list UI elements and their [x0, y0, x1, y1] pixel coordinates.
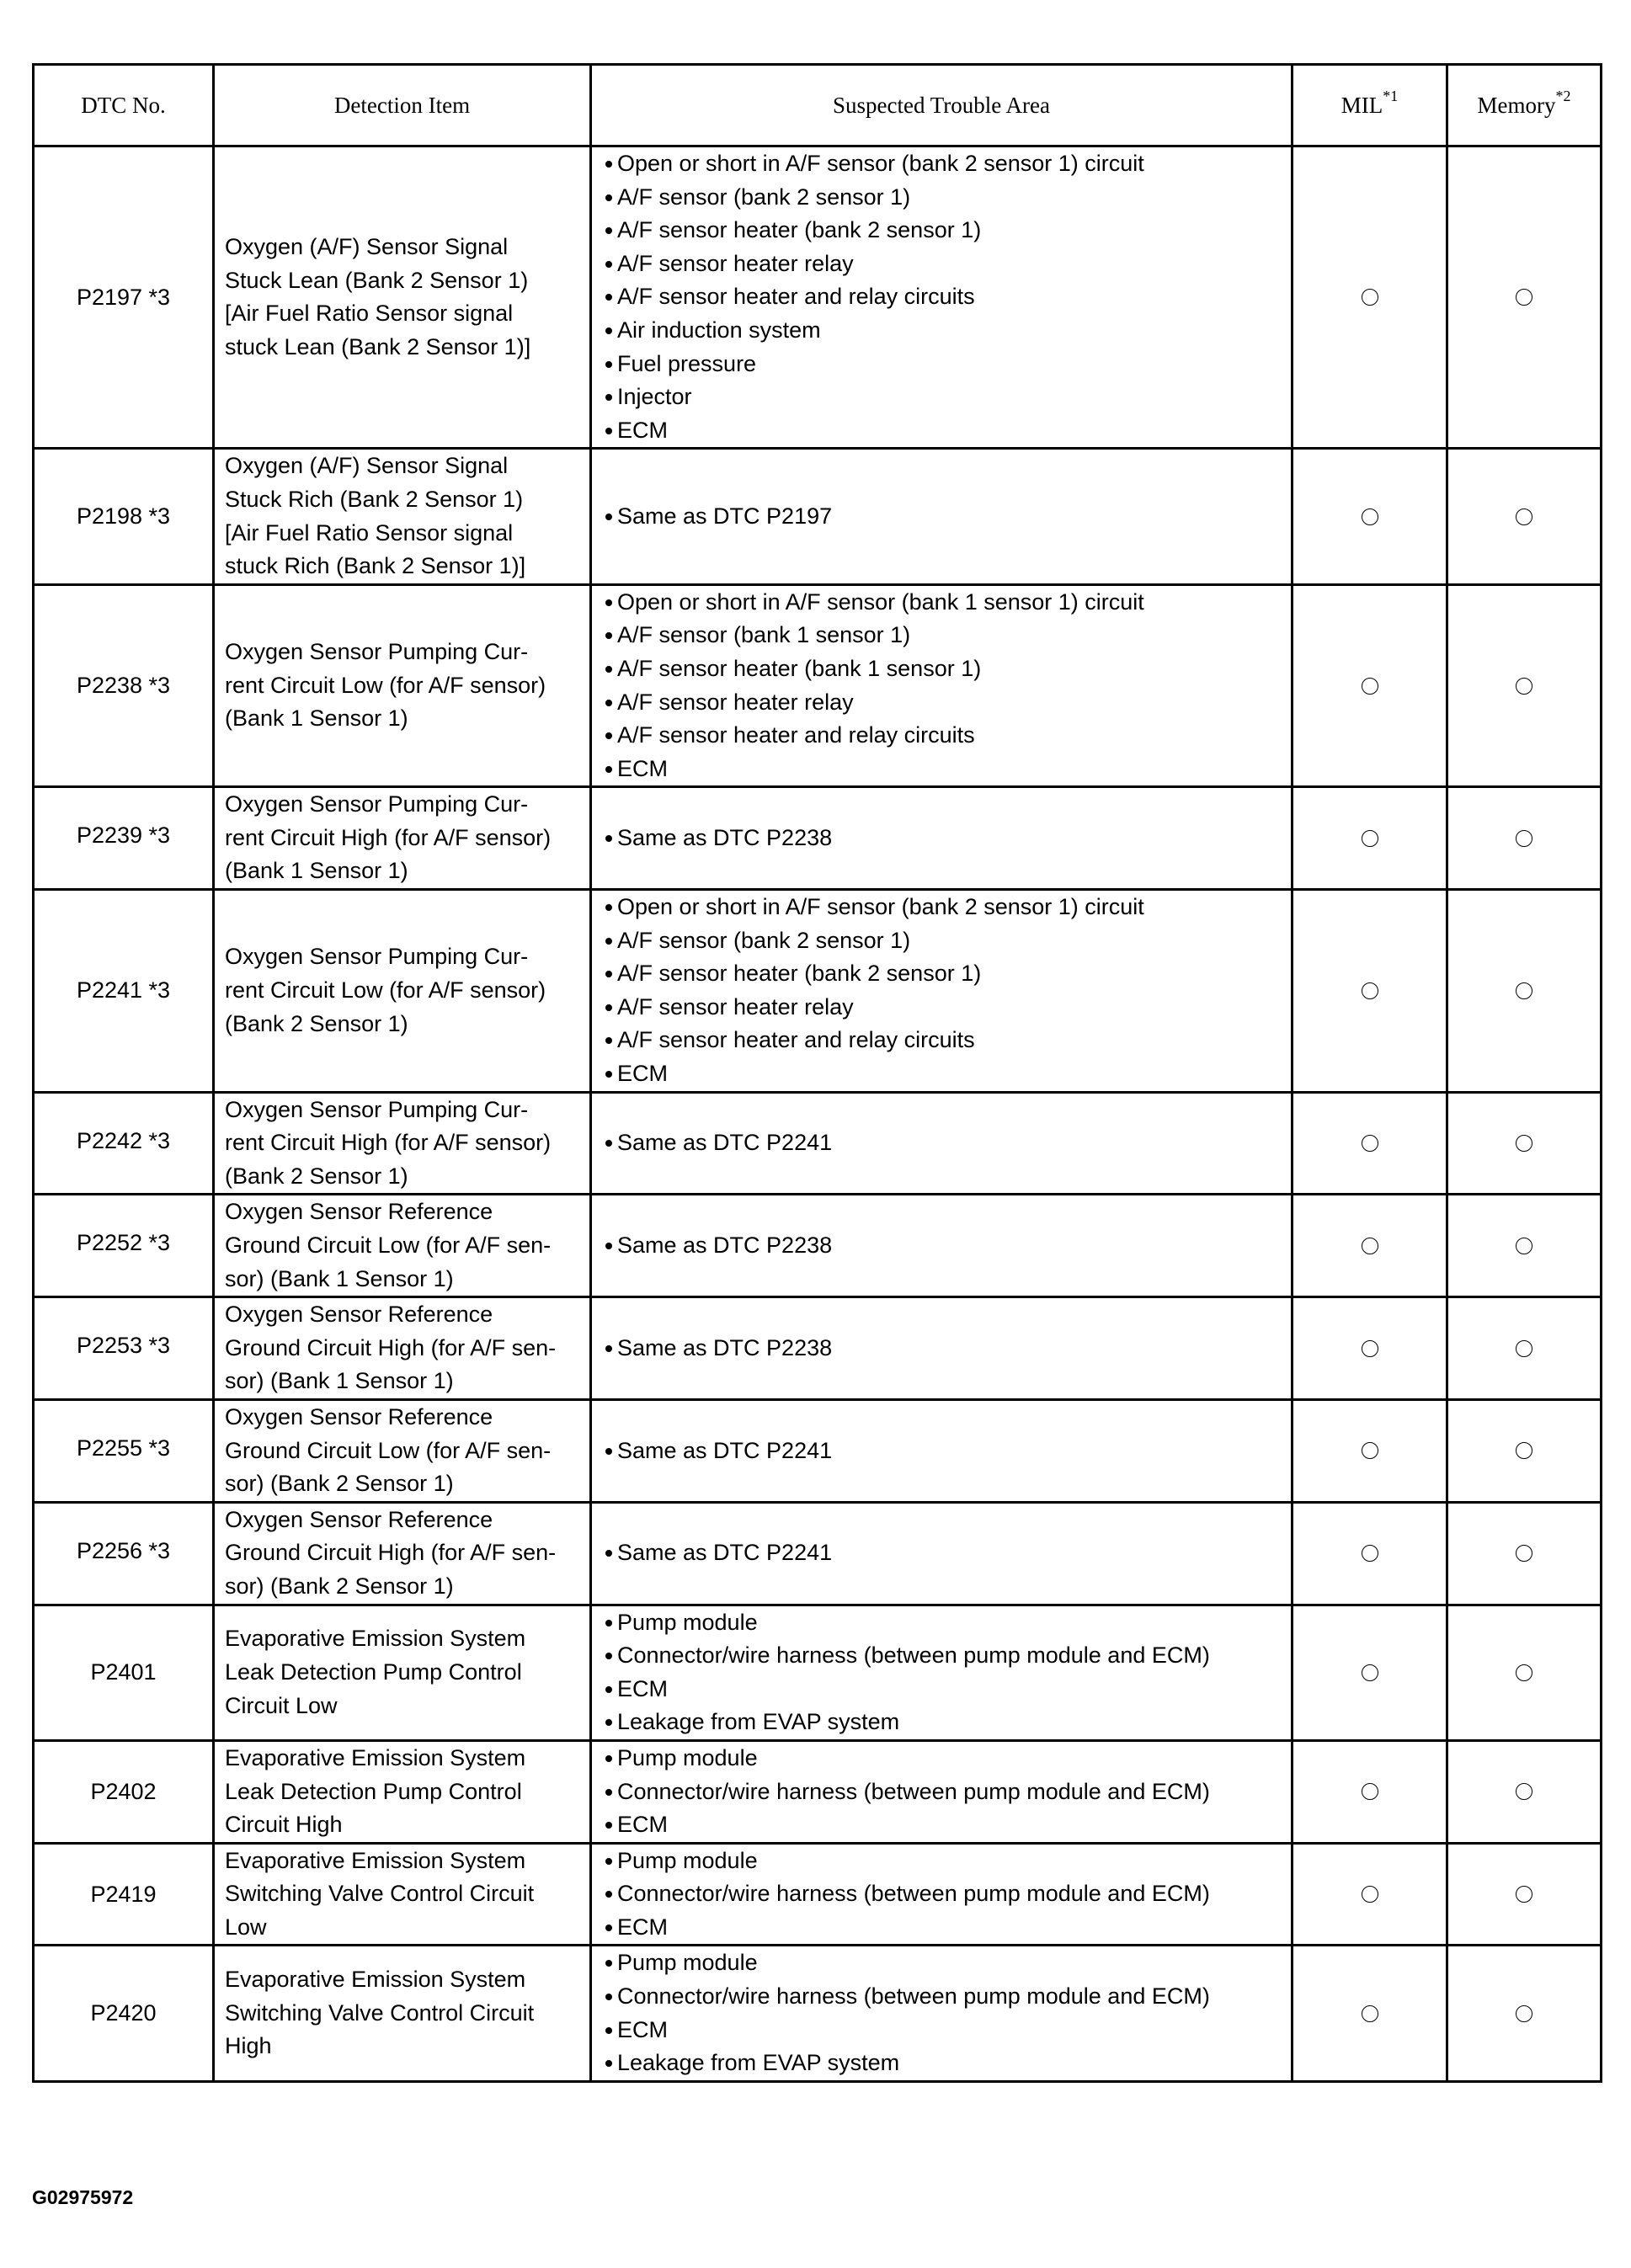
detection-item-line: Stuck Lean (Bank 2 Sensor 1): [225, 267, 529, 293]
memory-circle-icon: [1516, 1783, 1532, 1800]
dtc-number: P2197 *3: [34, 146, 214, 449]
detection-item-line: (Bank 2 Sensor 1): [225, 1010, 408, 1036]
trouble-area-item: Injector: [617, 381, 1281, 414]
memory-circle-icon: [1516, 1340, 1532, 1357]
mil-cell: [1293, 890, 1447, 1093]
suspected-trouble-area: [591, 1502, 1293, 1605]
memory-circle-icon: [1516, 1238, 1532, 1254]
table-row: [34, 1946, 1602, 2081]
detection-item: [214, 1092, 591, 1195]
detection-item-line: Oxygen Sensor Reference: [225, 1506, 493, 1532]
detection-item-line: Oxygen (A/F) Sensor Signal: [225, 233, 509, 259]
header-mil: MIL$^{*1}$: [1293, 65, 1447, 146]
detection-item-line: Circuit Low: [225, 1692, 338, 1718]
memory-circle-icon: [1516, 1664, 1532, 1681]
mil-cell: [1293, 584, 1447, 787]
memory-circle-icon: [1516, 830, 1532, 847]
dtc-table: [32, 63, 1602, 2083]
trouble-area-item: Same as DTC P2238: [617, 822, 1281, 855]
trouble-area-item: Connector/wire harness (between pump module and ECM): [617, 1639, 1281, 1673]
trouble-area-item: Pump module: [617, 1946, 1281, 1980]
table-row: [34, 1092, 1602, 1195]
memory-circle-icon: [1516, 1886, 1532, 1903]
detection-item-line: Oxygen Sensor Pumping Cur-: [225, 791, 529, 817]
detection-item: [214, 1195, 591, 1297]
mil-cell: [1293, 1195, 1447, 1297]
table-row: [34, 890, 1602, 1093]
trouble-area-item: Pump module: [617, 1845, 1281, 1878]
detection-item-line: Oxygen Sensor Reference: [225, 1302, 493, 1328]
trouble-area-item: A/F sensor heater and relay circuits: [617, 1024, 1281, 1057]
detection-item-line: Evaporative Emission System: [225, 1847, 526, 1873]
mil-circle-icon: [1362, 1442, 1378, 1459]
trouble-area-item: A/F sensor (bank 1 sensor 1): [617, 619, 1281, 652]
mil-cell: [1293, 1092, 1447, 1195]
trouble-area-item: Open or short in A/F sensor (bank 2 sensor 1) circuit: [617, 147, 1281, 181]
mil-circle-icon: [1362, 1238, 1378, 1254]
detection-item-line: Leak Detection Pump Control: [225, 1658, 522, 1685]
suspected-trouble-area: [591, 787, 1293, 890]
detection-item: [214, 1843, 591, 1946]
trouble-area-item: ECM: [617, 1673, 1281, 1706]
detection-item-line: Oxygen Sensor Pumping Cur-: [225, 944, 529, 970]
suspected-trouble-area: [591, 890, 1293, 1093]
table-row: [34, 146, 1602, 449]
trouble-area-item: Connector/wire harness (between pump module and ECM): [617, 1980, 1281, 2014]
mil-circle-icon: [1362, 1886, 1378, 1903]
header-suspected-area: Suspected Trouble Area: [591, 65, 1293, 146]
table-row: [34, 1399, 1602, 1502]
dtc-number: P2401: [34, 1605, 214, 1740]
suspected-trouble-area: [591, 1946, 1293, 2081]
trouble-area-item: ECM: [617, 1911, 1281, 1945]
suspected-trouble-area: [591, 146, 1293, 449]
dtc-number: P2252 *3: [34, 1195, 214, 1297]
header-memory: Memory$^{*2}$: [1447, 65, 1602, 146]
mil-cell: [1293, 1946, 1447, 2081]
table-row: [34, 1297, 1602, 1400]
mil-cell: [1293, 787, 1447, 890]
detection-item-line: sor) (Bank 2 Sensor 1): [225, 1471, 454, 1497]
trouble-area-item: Air induction system: [617, 314, 1281, 348]
table-row: [34, 787, 1602, 890]
trouble-area-item: A/F sensor heater (bank 1 sensor 1): [617, 652, 1281, 686]
trouble-area-item: Open or short in A/F sensor (bank 1 sensor 1) circuit: [617, 586, 1281, 620]
mil-circle-icon: [1362, 1783, 1378, 1800]
trouble-area-item: ECM: [617, 1808, 1281, 1842]
detection-item: [214, 1946, 591, 2081]
detection-item-line: rent Circuit Low (for A/F sensor): [225, 977, 546, 1004]
memory-footnote-mark: *2: [1555, 87, 1571, 104]
trouble-area-item: Leakage from EVAP system: [617, 2047, 1281, 2080]
dtc-number: P2198 *3: [34, 449, 214, 584]
dtc-number: P2256 *3: [34, 1502, 214, 1605]
detection-item-line: Leak Detection Pump Control: [225, 1778, 522, 1804]
memory-cell: [1447, 1740, 1602, 1843]
memory-cell: [1447, 1502, 1602, 1605]
detection-item-line: Evaporative Emission System: [225, 1626, 526, 1652]
trouble-area-item: A/F sensor (bank 2 sensor 1): [617, 924, 1281, 958]
mil-circle-icon: [1362, 1340, 1378, 1357]
table-row: [34, 1502, 1602, 1605]
trouble-area-item: A/F sensor heater (bank 2 sensor 1): [617, 957, 1281, 991]
mil-footnote-mark: *1: [1383, 87, 1399, 104]
detection-item-line: sor) (Bank 2 Sensor 1): [225, 1573, 454, 1599]
memory-cell: [1447, 1843, 1602, 1946]
detection-item-line: High: [225, 2033, 272, 2059]
memory-cell: [1447, 1195, 1602, 1297]
mil-circle-icon: [1362, 1135, 1378, 1152]
trouble-area-item: Pump module: [617, 1606, 1281, 1640]
detection-item-line: Ground Circuit High (for A/F sen-: [225, 1334, 557, 1360]
dtc-number: P2241 *3: [34, 890, 214, 1093]
detection-item: [214, 146, 591, 449]
memory-cell: [1447, 146, 1602, 449]
trouble-area-item: A/F sensor heater relay: [617, 991, 1281, 1025]
trouble-area-item: ECM: [617, 1057, 1281, 1091]
table-row: [34, 1740, 1602, 1843]
detection-item-line: Oxygen Sensor Reference: [225, 1199, 493, 1225]
detection-item: [214, 584, 591, 787]
detection-item-line: rent Circuit High (for A/F sensor): [225, 824, 552, 850]
detection-item-line: sor) (Bank 1 Sensor 1): [225, 1368, 454, 1394]
detection-item-line: [Air Fuel Ratio Sensor signal: [225, 519, 514, 546]
detection-item: [214, 1740, 591, 1843]
dtc-number: P2255 *3: [34, 1399, 214, 1502]
trouble-area-item: A/F sensor heater and relay circuits: [617, 280, 1281, 314]
detection-item-line: Oxygen Sensor Reference: [225, 1403, 493, 1429]
detection-item: [214, 787, 591, 890]
mil-circle-icon: [1362, 1545, 1378, 1562]
trouble-area-item: Connector/wire harness (between pump module and ECM): [617, 1776, 1281, 1809]
detection-item-line: Evaporative Emission System: [225, 1744, 526, 1770]
header-detection-item: Detection Item: [214, 65, 591, 146]
mil-circle-icon: [1362, 678, 1378, 695]
mil-circle-icon: [1362, 289, 1378, 306]
table-row: [34, 1195, 1602, 1297]
memory-circle-icon: [1516, 678, 1532, 695]
trouble-area-item: A/F sensor heater relay: [617, 248, 1281, 281]
dtc-number: P2239 *3: [34, 787, 214, 890]
detection-item: [214, 1502, 591, 1605]
memory-circle-icon: [1516, 2005, 1532, 2022]
detection-item-line: Oxygen Sensor Pumping Cur-: [225, 1096, 529, 1122]
mil-circle-icon: [1362, 1664, 1378, 1681]
trouble-area-item: A/F sensor heater relay: [617, 686, 1281, 720]
trouble-area-item: Open or short in A/F sensor (bank 2 sensor 1) circuit: [617, 891, 1281, 924]
memory-cell: [1447, 584, 1602, 787]
mil-cell: [1293, 449, 1447, 584]
detection-item: [214, 1297, 591, 1400]
detection-item-line: Ground Circuit Low (for A/F sen-: [225, 1232, 552, 1258]
trouble-area-item: Pump module: [617, 1742, 1281, 1776]
table-row: [34, 1843, 1602, 1946]
detection-item-line: (Bank 1 Sensor 1): [225, 858, 408, 884]
detection-item-line: Oxygen Sensor Pumping Cur-: [225, 639, 529, 665]
memory-cell: [1447, 1092, 1602, 1195]
mil-cell: [1293, 1605, 1447, 1740]
detection-item-line: (Bank 2 Sensor 1): [225, 1163, 408, 1189]
mil-circle-icon: [1362, 2005, 1378, 2022]
detection-item: [214, 890, 591, 1093]
trouble-area-item: ECM: [617, 414, 1281, 448]
detection-item-line: sor) (Bank 1 Sensor 1): [225, 1265, 454, 1291]
detection-item-line: Switching Valve Control Circuit: [225, 1999, 535, 2026]
trouble-area-item: Same as DTC P2238: [617, 1229, 1281, 1263]
suspected-trouble-area: [591, 584, 1293, 787]
table-row: [34, 584, 1602, 787]
table-row: [34, 449, 1602, 584]
detection-item-line: stuck Rich (Bank 2 Sensor 1)]: [225, 553, 526, 579]
trouble-area-item: A/F sensor (bank 2 sensor 1): [617, 181, 1281, 215]
memory-circle-icon: [1516, 1442, 1532, 1459]
trouble-area-item: Leakage from EVAP system: [617, 1706, 1281, 1739]
detection-item-line: Low: [225, 1914, 267, 1940]
dtc-number: P2242 *3: [34, 1092, 214, 1195]
memory-circle-icon: [1516, 1135, 1532, 1152]
mil-circle-icon: [1362, 830, 1378, 847]
trouble-area-item: ECM: [617, 753, 1281, 786]
mil-cell: [1293, 1297, 1447, 1400]
trouble-area-item: Same as DTC P2197: [617, 500, 1281, 534]
dtc-number: P2420: [34, 1946, 214, 2081]
trouble-area-item: Same as DTC P2241: [617, 1435, 1281, 1468]
memory-cell: [1447, 1605, 1602, 1740]
suspected-trouble-area: [591, 1740, 1293, 1843]
memory-cell: [1447, 1946, 1602, 2081]
detection-item: [214, 1399, 591, 1502]
detection-item-line: Circuit High: [225, 1812, 343, 1838]
trouble-area-item: ECM: [617, 2014, 1281, 2047]
memory-circle-icon: [1516, 1545, 1532, 1562]
suspected-trouble-area: [591, 1399, 1293, 1502]
memory-cell: [1447, 1297, 1602, 1400]
memory-cell: [1447, 449, 1602, 584]
memory-cell: [1447, 890, 1602, 1093]
dtc-number: P2402: [34, 1740, 214, 1843]
suspected-trouble-area: [591, 1843, 1293, 1946]
table-row: [34, 1605, 1602, 1740]
suspected-trouble-area: [591, 449, 1293, 584]
detection-item-line: Stuck Rich (Bank 2 Sensor 1): [225, 486, 524, 512]
detection-item: [214, 1605, 591, 1740]
suspected-trouble-area: [591, 1195, 1293, 1297]
dtc-number: P2253 *3: [34, 1297, 214, 1400]
suspected-trouble-area: [591, 1297, 1293, 1400]
memory-circle-icon: [1516, 508, 1532, 525]
trouble-area-item: Same as DTC P2241: [617, 1126, 1281, 1160]
figure-id: G02975972: [32, 2186, 134, 2208]
mil-cell: [1293, 1399, 1447, 1502]
trouble-area-item: A/F sensor heater and relay circuits: [617, 719, 1281, 753]
detection-item-line: [Air Fuel Ratio Sensor signal: [225, 301, 514, 327]
trouble-area-item: Same as DTC P2241: [617, 1536, 1281, 1570]
trouble-area-item: Connector/wire harness (between pump module and ECM): [617, 1877, 1281, 1911]
detection-item-line: Ground Circuit High (for A/F sen-: [225, 1540, 557, 1566]
detection-item: [214, 449, 591, 584]
memory-circle-icon: [1516, 289, 1532, 306]
dtc-number: P2238 *3: [34, 584, 214, 787]
memory-cell: [1447, 787, 1602, 890]
detection-item-line: Switching Valve Control Circuit: [225, 1881, 535, 1907]
memory-cell: [1447, 1399, 1602, 1502]
suspected-trouble-area: [591, 1092, 1293, 1195]
header-dtc-no: DTC No.: [34, 65, 214, 146]
memory-circle-icon: [1516, 982, 1532, 999]
trouble-area-item: Same as DTC P2238: [617, 1332, 1281, 1366]
mil-cell: [1293, 1843, 1447, 1946]
trouble-area-item: A/F sensor heater (bank 2 sensor 1): [617, 214, 1281, 248]
trouble-area-item: Fuel pressure: [617, 348, 1281, 381]
header-row: [34, 65, 1602, 146]
detection-item-line: rent Circuit Low (for A/F sensor): [225, 672, 546, 698]
mil-circle-icon: [1362, 982, 1378, 999]
mil-circle-icon: [1362, 508, 1378, 525]
mil-cell: [1293, 1740, 1447, 1843]
suspected-trouble-area: [591, 1605, 1293, 1740]
mil-cell: [1293, 1502, 1447, 1605]
detection-item-line: Ground Circuit Low (for A/F sen-: [225, 1437, 552, 1463]
mil-cell: [1293, 146, 1447, 449]
detection-item-line: rent Circuit High (for A/F sensor): [225, 1130, 552, 1156]
dtc-number: P2419: [34, 1843, 214, 1946]
detection-item-line: (Bank 1 Sensor 1): [225, 705, 408, 732]
detection-item-line: Oxygen (A/F) Sensor Signal: [225, 453, 509, 479]
detection-item-line: Evaporative Emission System: [225, 1967, 526, 1993]
detection-item-line: stuck Lean (Bank 2 Sensor 1)]: [225, 333, 531, 359]
dtc-table-body: [34, 146, 1602, 2082]
